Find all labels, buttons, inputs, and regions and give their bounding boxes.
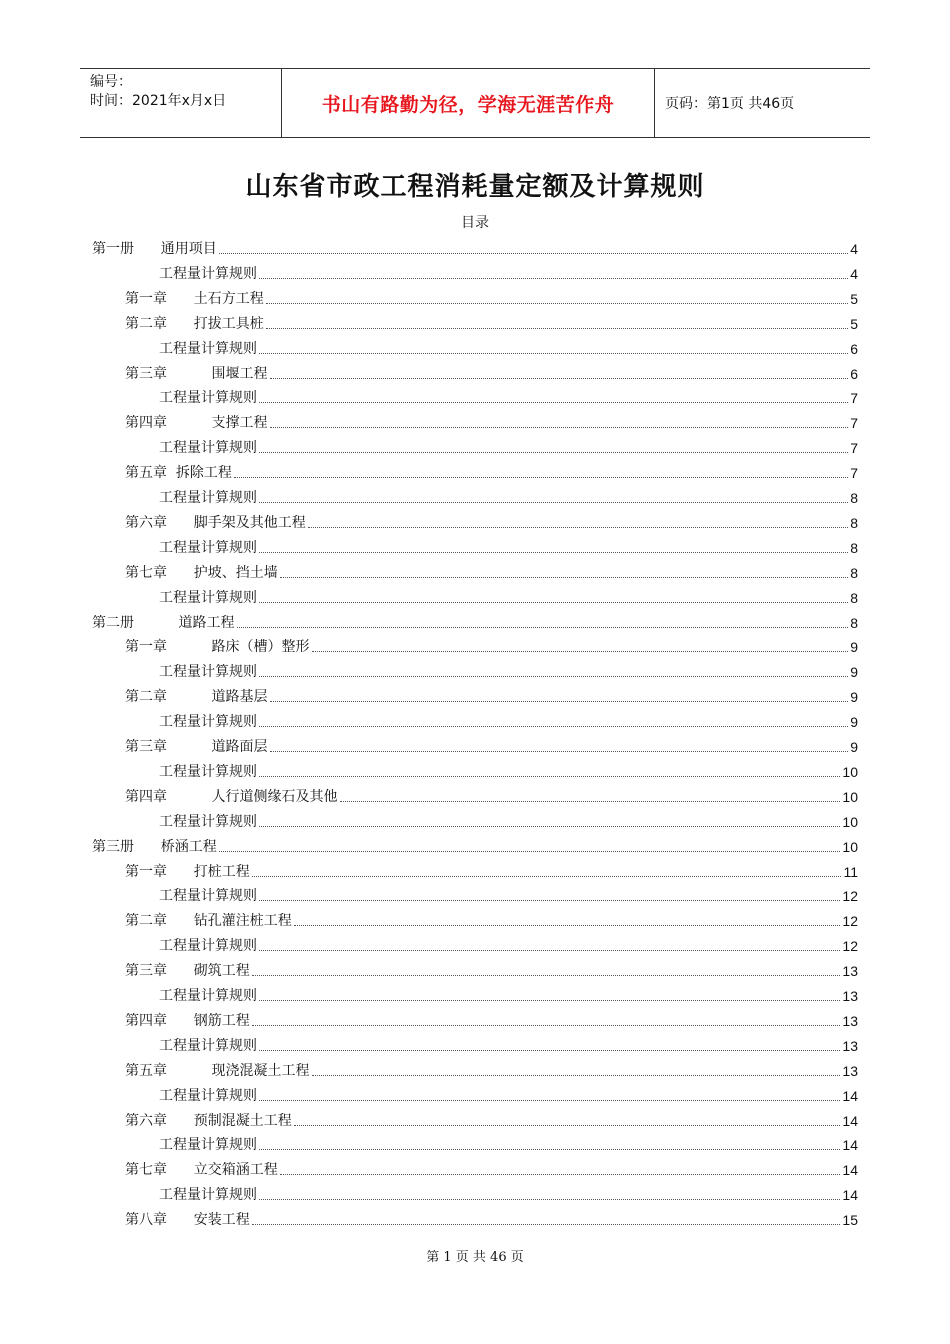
toc-entry[interactable]	[159, 1179, 858, 1203]
toc-entry[interactable]	[159, 582, 858, 606]
toc-entry[interactable]	[125, 407, 858, 431]
toc-leader-dots	[259, 402, 848, 403]
toc-entry-label: 第七章 立交箱涵工程	[125, 1162, 278, 1179]
toc-entry[interactable]	[125, 358, 858, 382]
header-page-info: 页码：第1页 共46页	[665, 96, 795, 112]
toc-entry-label: 第二章 钻孔灌注桩工程	[125, 913, 292, 930]
toc-leader-dots	[259, 826, 840, 827]
toc-entry-page-number: 5	[850, 315, 858, 332]
toc-entry[interactable]	[159, 880, 858, 904]
toc-entry[interactable]	[125, 856, 858, 880]
toc-leader-dots	[219, 253, 849, 254]
toc-leader-dots	[237, 627, 849, 628]
toc-entry[interactable]	[159, 1080, 858, 1104]
header-page-info-cell	[655, 69, 870, 137]
toc-entry[interactable]	[125, 731, 858, 755]
toc-entry[interactable]	[125, 1005, 858, 1029]
toc-leader-dots	[259, 1050, 840, 1051]
toc-leader-dots	[259, 602, 848, 603]
toc-leader-dots	[252, 876, 842, 877]
toc-entry[interactable]	[159, 930, 858, 954]
toc-entry-label: 第三章 道路面层	[125, 739, 268, 755]
toc-entry[interactable]	[159, 482, 858, 506]
toc-entry[interactable]	[92, 607, 858, 631]
toc-entry-page-number: 5	[850, 290, 858, 307]
page-header	[80, 68, 870, 138]
toc-leader-dots	[294, 1125, 841, 1126]
toc-entry-label: 第六章 脚手架及其他工程	[125, 514, 306, 531]
toc-entry-label: 工程量计算规则	[159, 1037, 257, 1054]
toc-entry-page-number: 7	[850, 390, 858, 407]
toc-entry-label: 第一册 通用项目	[92, 241, 217, 257]
toc-entry-label: 第三章 围堰工程	[125, 365, 268, 382]
toc-entry-label: 工程量计算规则	[159, 340, 257, 357]
toc-entry-page-number: 8	[850, 539, 858, 556]
toc-leader-dots	[259, 1000, 840, 1001]
toc-entry[interactable]	[92, 831, 858, 855]
toc-leader-dots	[340, 801, 841, 802]
toc-entry[interactable]	[125, 1055, 858, 1079]
toc-entry-page-number: 10	[842, 763, 858, 780]
toc-entry-label: 工程量计算规则	[159, 664, 257, 681]
toc-entry[interactable]	[125, 308, 858, 332]
toc-entry-label: 工程量计算规则	[159, 1137, 257, 1154]
toc-entry-page-number: 12	[842, 888, 858, 905]
toc-entry-page-number: 7	[850, 415, 858, 432]
toc-entry[interactable]	[159, 333, 858, 357]
toc-entry-label: 工程量计算规则	[159, 539, 257, 556]
toc-entry[interactable]	[159, 656, 858, 680]
toc-entry-page-number: 10	[842, 788, 858, 805]
toc-leader-dots	[266, 303, 849, 304]
toc-leader-dots	[266, 328, 849, 329]
toc-leader-dots	[259, 502, 848, 503]
toc-entry-page-number: 13	[842, 988, 858, 1004]
toc-entry-page-number: 13	[842, 1012, 858, 1029]
toc-leader-dots	[259, 353, 848, 354]
toc-leader-dots	[259, 676, 848, 677]
toc-entry-page-number: 14	[842, 1162, 858, 1179]
toc-leader-dots	[259, 452, 848, 453]
toc-leader-dots	[312, 1075, 841, 1076]
toc-entry[interactable]	[159, 382, 858, 406]
toc-entry[interactable]	[159, 756, 858, 780]
toc-leader-dots	[280, 577, 849, 578]
toc-entry-label: 第二册 道路工程	[92, 614, 235, 631]
toc-entry-label: 工程量计算规则	[159, 988, 257, 1004]
toc-entry[interactable]	[125, 1204, 858, 1228]
toc-entry-page-number: 9	[850, 689, 858, 706]
toc-entry-label: 第一章 土石方工程	[125, 290, 264, 307]
toc-entry[interactable]	[159, 706, 858, 730]
toc-entry-label: 第一章 路床（槽）整形	[125, 639, 310, 656]
toc-entry-label: 工程量计算规则	[159, 714, 257, 731]
toc-entry[interactable]	[159, 1030, 858, 1054]
toc-entry-label: 工程量计算规则	[159, 938, 257, 955]
toc-entry[interactable]	[125, 1105, 858, 1129]
toc-leader-dots	[259, 776, 840, 777]
toc-leader-dots	[259, 552, 848, 553]
toc-entry[interactable]	[125, 631, 858, 655]
toc-entry-page-number: 13	[842, 1062, 858, 1079]
toc-entry-label: 工程量计算规则	[159, 390, 257, 407]
toc-entry-label: 第四章 支撑工程	[125, 415, 268, 432]
toc-entry-page-number: 14	[842, 1112, 858, 1129]
toc-leader-dots	[259, 950, 840, 951]
toc-leader-dots	[252, 1224, 841, 1225]
toc-entry-label: 第四章 人行道侧缘石及其他	[125, 788, 338, 805]
toc-entry[interactable]	[125, 955, 858, 979]
toc-leader-dots	[259, 1100, 840, 1101]
toc-entry[interactable]	[125, 507, 858, 531]
toc-entry[interactable]	[125, 905, 858, 929]
toc-entry-page-number: 14	[842, 1137, 858, 1154]
toc-entry-label: 第五章 拆除工程	[125, 465, 232, 482]
toc-leader-dots	[270, 378, 849, 379]
header-motto-cell	[282, 69, 655, 137]
document-time-label: 时间：2021年x月x日	[90, 93, 227, 109]
toc-entry-page-number: 12	[842, 913, 858, 930]
toc-entry-label: 工程量计算规则	[159, 813, 257, 830]
toc-leader-dots	[259, 726, 848, 727]
toc-entry[interactable]	[125, 283, 858, 307]
toc-entry[interactable]	[159, 1129, 858, 1153]
toc-entry-label: 工程量计算规则	[159, 1087, 257, 1104]
toc-entry-page-number: 8	[850, 514, 858, 531]
toc-leader-dots	[259, 900, 840, 901]
toc-leader-dots	[259, 1149, 840, 1150]
toc-entry-page-number: 9	[850, 639, 858, 656]
toc-leader-dots	[270, 427, 849, 428]
toc-entry[interactable]	[125, 457, 858, 481]
toc-leader-dots	[219, 851, 841, 852]
toc-entry-page-number: 7	[850, 440, 858, 457]
toc-leader-dots	[252, 1025, 841, 1026]
toc-entry-label: 第五章 现浇混凝土工程	[125, 1062, 310, 1079]
toc-entry[interactable]	[125, 681, 858, 705]
toc-entry-label: 第六章 预制混凝土工程	[125, 1112, 292, 1129]
toc-entry-page-number: 4	[850, 265, 858, 282]
toc-entry-label: 工程量计算规则	[159, 888, 257, 905]
toc-entry-page-number: 4	[850, 241, 858, 257]
toc-leader-dots	[308, 527, 849, 528]
toc-entry-page-number: 13	[842, 963, 858, 980]
toc-entry-label: 第二章 道路基层	[125, 689, 268, 706]
toc-leader-dots	[280, 1174, 841, 1175]
toc-entry-label: 工程量计算规则	[159, 265, 257, 282]
toc-entry-label: 第二章 打拔工具桩	[125, 315, 264, 332]
toc-leader-dots	[270, 751, 849, 752]
toc-entry-page-number: 13	[842, 1037, 858, 1054]
toc-entry[interactable]	[92, 233, 858, 257]
toc-entry-page-number: 12	[842, 938, 858, 955]
toc-heading: 目录	[461, 215, 489, 231]
toc-entry-label: 第三册 桥涵工程	[92, 838, 217, 855]
toc-entry-label: 第四章 钢筋工程	[125, 1012, 250, 1029]
toc-entry[interactable]	[125, 781, 858, 805]
toc-leader-dots	[259, 1199, 840, 1200]
toc-leader-dots	[294, 925, 841, 926]
toc-entry-page-number: 10	[842, 813, 858, 830]
toc-entry-page-number: 9	[850, 714, 858, 731]
header-motto: 书山有路勤为径，学海无涯苦作舟	[321, 93, 615, 116]
toc-entry-label: 工程量计算规则	[159, 490, 257, 506]
toc-entry[interactable]	[159, 258, 858, 282]
toc-entry-label: 第一章 打桩工程	[125, 863, 250, 880]
toc-entry[interactable]	[125, 1154, 858, 1178]
toc-entry-page-number: 8	[850, 614, 858, 631]
toc-entry[interactable]	[159, 432, 858, 456]
toc-leader-dots	[259, 278, 848, 279]
toc-entry-page-number: 8	[850, 589, 858, 606]
toc-leader-dots	[234, 477, 848, 478]
toc-entry-page-number: 8	[850, 564, 858, 581]
toc-leader-dots	[252, 975, 841, 976]
toc-entry-page-number: 10	[842, 838, 858, 855]
toc-leader-dots	[270, 701, 849, 702]
toc-entry[interactable]	[159, 532, 858, 556]
document-number-label: 编号：	[90, 74, 132, 90]
toc-entry-label: 工程量计算规则	[159, 763, 257, 780]
header-meta	[80, 69, 282, 137]
page-footer: 第 1 页 共 46 页	[426, 1250, 524, 1265]
toc-entry-page-number: 11	[843, 863, 858, 880]
toc-entry[interactable]	[159, 806, 858, 830]
toc-entry-label: 第八章 安装工程	[125, 1212, 250, 1229]
toc-entry-page-number: 14	[842, 1187, 858, 1204]
toc-leader-dots	[312, 651, 849, 652]
toc-entry-page-number: 6	[850, 365, 858, 382]
toc-entry-page-number: 15	[842, 1212, 858, 1229]
toc-entry-page-number: 9	[850, 739, 858, 755]
toc-entry-page-number: 8	[850, 490, 858, 506]
toc-entry-page-number: 7	[850, 465, 858, 482]
document-title: 山东省市政工程消耗量定额及计算规则	[245, 172, 705, 202]
toc-entry[interactable]	[125, 557, 858, 581]
toc-entry-page-number: 9	[850, 664, 858, 681]
toc-entry[interactable]	[159, 980, 858, 1004]
toc-entry-label: 工程量计算规则	[159, 440, 257, 457]
toc-entry-page-number: 6	[850, 340, 858, 357]
toc-entry-label: 工程量计算规则	[159, 1187, 257, 1204]
toc-entry-page-number: 14	[842, 1087, 858, 1104]
toc-entry-label: 第七章 护坡、挡土墙	[125, 564, 278, 581]
toc-entry-label: 工程量计算规则	[159, 589, 257, 606]
toc-entry-label: 第三章 砌筑工程	[125, 963, 250, 980]
